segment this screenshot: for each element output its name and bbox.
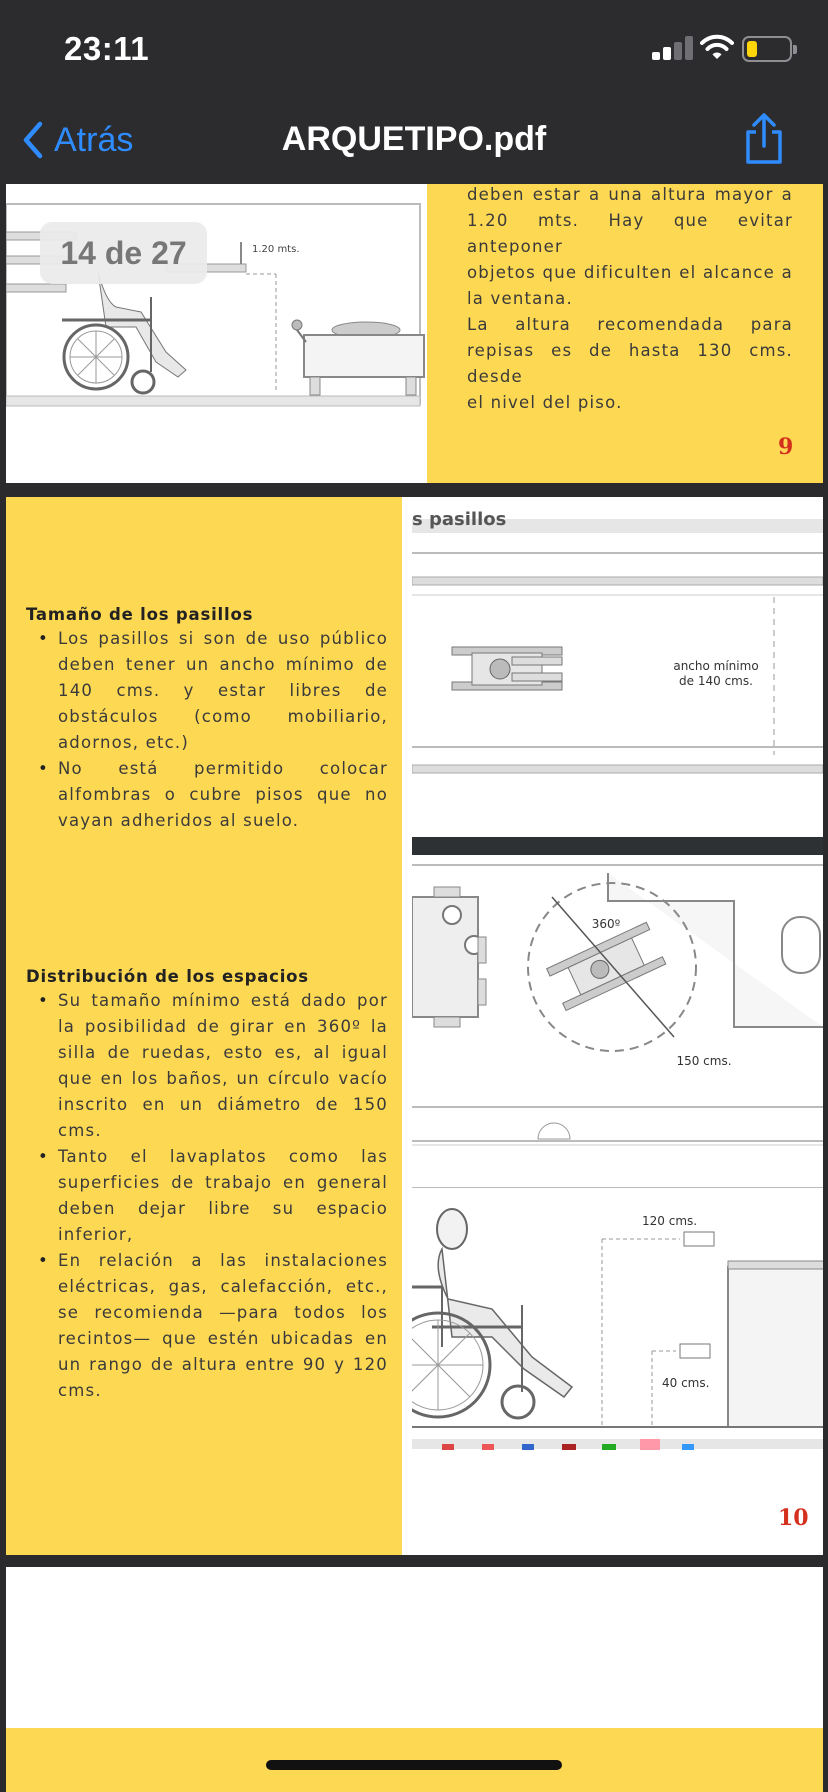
diagram-label: ancho mínimo (673, 659, 759, 673)
wifi-icon (700, 32, 734, 62)
navigation-bar (0, 100, 828, 184)
bullet-item: • En relación a las instalaciones eléctricas, gas, calefacción, etc., se recomienda —para todos los recintos— que estén ubicadas en un rango de altura entre 90 y 120 cms. (26, 1248, 388, 1404)
share-icon[interactable] (742, 112, 786, 166)
diagram-label: de 140 cms. (679, 674, 753, 688)
height-label: 1.20 mts. (252, 244, 300, 255)
text-line: la ventana. (467, 289, 573, 308)
bullet-item: • No está permitido colocar alfombras o cubre pisos que no vayan adheridos al suelo. (26, 756, 388, 834)
text-line: La altura recomendada para (467, 315, 793, 334)
home-indicator[interactable] (266, 1760, 562, 1770)
turning-circle-diagram (412, 837, 823, 1137)
diagram-label: 40 cms. (662, 1376, 710, 1390)
page-number: 9 (778, 434, 794, 460)
text-line: deben estar a una altura mayor a (467, 185, 793, 204)
bullet-item: • Tanto el lavaplatos como las superficies de trabajo en general deben dejar libre su espacio inferior, (26, 1144, 388, 1248)
page-9-text-panel (427, 184, 823, 483)
diagram-label: 150 cms. (676, 1054, 732, 1068)
diagram-separator (412, 1107, 823, 1167)
bullet-item: • Su tamaño mínimo está dado por la posibilidad de girar en 360º la silla de ruedas, esto es, al igual que en los baños, un círculo vacío inscrito en un diámetro de 150 cms. (26, 988, 388, 1144)
bullet-item: • Los pasillos si son de uso público deben tener un ancho mínimo de 140 cms. y estar libres de obstáculos (como mobiliario, adornos, etc.) (26, 626, 388, 756)
section-title: Distribución de los espacios (26, 967, 309, 986)
document-title: ARQUETIPO.pdf (281, 120, 547, 158)
page-10-diagrams (412, 497, 823, 1555)
page-10-text-panel (6, 497, 402, 1555)
text-line: objetos que dificulten el alcance a (467, 263, 793, 282)
page-counter: 14 de 27 (40, 222, 207, 284)
diagram-label: 360º (591, 917, 621, 931)
pdf-page-11 (6, 1567, 823, 1792)
text-line: repisas es de hasta 130 cms. desde (467, 341, 793, 386)
back-button-label: Atrás (54, 120, 134, 159)
text-line: 1.20 mts. Hay que evitar anteponer (467, 211, 793, 256)
battery-icon (742, 36, 792, 62)
diagram-heading: s pasillos (412, 509, 507, 530)
section-title: Tamaño de los pasillos (26, 605, 254, 624)
status-bar (0, 0, 828, 100)
diagram-label: 120 cms. (642, 1214, 698, 1228)
pdf-page-10 (6, 497, 823, 1555)
cellular-signal-icon (652, 36, 694, 60)
corridor-width-diagram (412, 497, 823, 787)
status-time: 23:11 (64, 30, 150, 67)
page-number: 10 (778, 1505, 809, 1531)
text-line: el nivel del piso. (467, 393, 623, 412)
installation-height-diagram (412, 1187, 823, 1497)
